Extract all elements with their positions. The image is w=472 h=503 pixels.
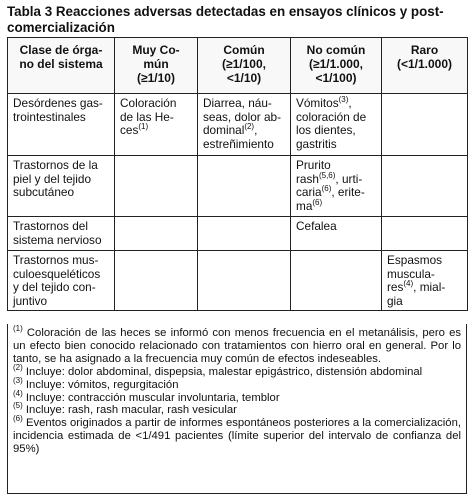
common-cell xyxy=(198,217,291,251)
footnote-ref: (6) xyxy=(312,197,323,207)
footnote-mark: (2) xyxy=(13,362,23,372)
organ-class-cell: Trastornos mus- culoesqueléticos y del tejido con- juntivo xyxy=(8,251,115,311)
footnote xyxy=(13,375,461,392)
header-uncommon: No común (≥1/1.000, <1/100) xyxy=(291,38,382,94)
header-row xyxy=(8,38,468,94)
cell-text: , estreñimiento xyxy=(203,123,274,151)
rare-cell xyxy=(382,217,468,251)
footnote-ref: (6) xyxy=(321,184,332,194)
cell-text: , coloración de los dientes, gastritis xyxy=(296,96,367,151)
footnote-ref: (5,6) xyxy=(318,170,336,180)
very-common-cell xyxy=(115,156,198,217)
footnote xyxy=(13,324,461,366)
very-common-cell xyxy=(115,251,198,311)
cell-text: Prurito rash xyxy=(296,158,331,186)
uncommon-cell: Cefalea xyxy=(291,217,382,251)
uncommon-cell xyxy=(291,251,382,311)
rare-cell xyxy=(382,251,468,311)
cell-text: Espasmos muscula- res xyxy=(387,253,443,294)
organ-class-cell: Desórdenes gas- trointestinales xyxy=(8,94,115,156)
rare-cell xyxy=(382,94,468,156)
uncommon-cell xyxy=(291,156,382,217)
footnote-text: Incluye: rash, rash macular, rash vesicular xyxy=(22,404,237,417)
footnote-text: Incluye: contracción muscular involuntaria, temblor xyxy=(22,391,280,404)
table-row xyxy=(8,217,468,251)
cell-text: Vómitos xyxy=(296,96,339,110)
table-row xyxy=(8,251,468,311)
header-rare: Raro (<1/1.000) xyxy=(382,38,468,94)
cell-text: Coloración de las He- ces xyxy=(120,96,177,137)
footnote-ref: (2) xyxy=(244,122,255,132)
footnote-text: Incluye: dolor abdominal, dispepsia, malestar epigástrico, distensión abdominal xyxy=(22,365,423,378)
footnote-text: Eventos originados a partir de informes espontáneos posteriores a la comercialización, incidencia estimada de <1/491 pacientes (límite superior del intervalo de confianza del 95%) xyxy=(13,417,461,456)
footnote xyxy=(13,388,461,405)
uncommon-cell xyxy=(291,94,382,156)
footnote-mark: (4) xyxy=(13,388,23,398)
adverse-reactions-table xyxy=(7,37,468,311)
rare-cell xyxy=(382,156,468,217)
common-cell xyxy=(198,94,291,156)
header-very-common: Muy Co- mún (≥1/10) xyxy=(115,38,198,94)
footnote xyxy=(13,362,461,379)
organ-class-cell: Trastornos de la piel y del tejido subcutáneo xyxy=(8,156,115,217)
footnote-mark: (1) xyxy=(13,324,23,334)
organ-class-cell: Trastornos del sistema nervioso xyxy=(8,217,115,251)
very-common-cell xyxy=(115,217,198,251)
common-cell xyxy=(198,156,291,217)
cell-text: , urti- caria xyxy=(296,171,363,199)
header-organ-class: Clase de órga- no del sistema xyxy=(8,38,115,94)
table-row xyxy=(8,94,468,156)
footnote-mark: (6) xyxy=(13,414,23,424)
footnote-text: Incluye: vómitos, regurgitación xyxy=(22,378,179,391)
footnotes xyxy=(7,324,467,494)
footnote-ref: (1) xyxy=(138,122,149,132)
cell-text: Diarrea, náu- seas, dolor ab- dominal xyxy=(203,96,282,137)
footnote-text: Coloración de las heces se informó con menos frecuencia en el metanálisis, pero es un efecto bien conocido relacionado con tratamientos con hierro oral en general. Por lo tanto, se ha asignado a la frecuencia muy común de efectos indeseables. xyxy=(13,327,461,365)
cell-text: , erite- ma xyxy=(296,185,365,213)
footnote-mark: (3) xyxy=(13,375,23,385)
very-common-cell xyxy=(115,94,198,156)
footnote-ref: (4) xyxy=(403,279,414,289)
table-row xyxy=(8,156,468,217)
table-title: Tabla 3 Reacciones adversas detectadas en ensayos clínicos y post-comercialización xyxy=(7,4,444,35)
cell-text: , mial- gia xyxy=(387,280,446,308)
common-cell xyxy=(198,251,291,311)
footnote-ref: (3) xyxy=(338,95,349,105)
header-common: Común (≥1/100, <1/10) xyxy=(198,38,291,94)
footnote-mark: (5) xyxy=(13,401,23,411)
footnote xyxy=(13,401,461,417)
footnote xyxy=(13,414,461,456)
